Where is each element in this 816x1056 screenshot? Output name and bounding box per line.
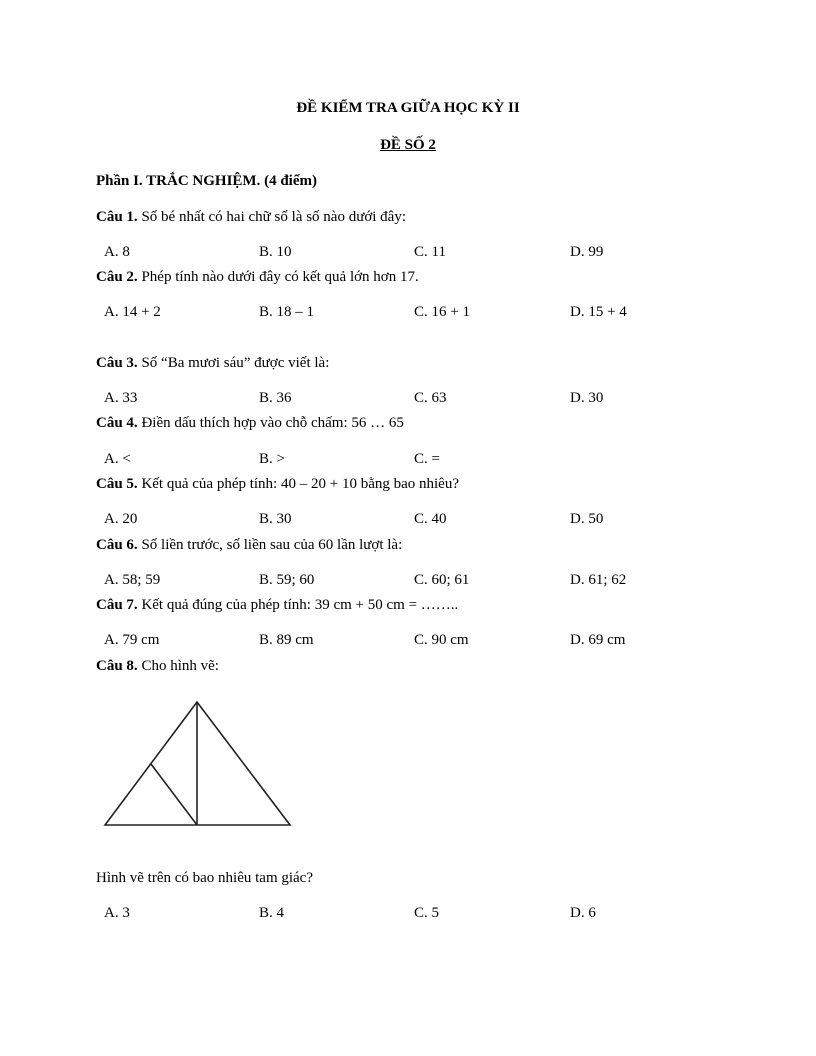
q8-option-d: D. 6	[570, 905, 596, 921]
question-text: Số liền trước, số liền sau của 60 lần lượt là:	[137, 537, 403, 553]
question-text: Điền dấu thích hợp vào chỗ chấm: 56 … 65	[137, 415, 404, 431]
q3-option-c: C. 63	[414, 390, 447, 406]
question-8	[96, 657, 219, 675]
q5-option-d: D. 50	[570, 511, 604, 527]
q4-option-a: A. <	[104, 451, 131, 467]
q8-option-c: C. 5	[414, 905, 440, 921]
question-label: Câu 7.	[96, 597, 138, 613]
q1-option-c: C. 11	[414, 244, 446, 260]
question-label: Câu 1.	[96, 209, 138, 225]
q6-option-a: A. 58; 59	[104, 572, 161, 588]
question-label: Câu 5.	[96, 476, 138, 492]
question-4	[96, 414, 404, 432]
q7-option-a: A. 79 cm	[104, 632, 160, 648]
q3-option-a: A. 33	[104, 390, 138, 406]
q2-option-a: A. 14 + 2	[104, 304, 161, 320]
exam-title: ĐỀ KIỂM TRA GIỮA HỌC KỲ II	[296, 100, 520, 116]
q8-option-b: B. 4	[259, 905, 285, 921]
question-5	[96, 475, 459, 493]
question-label: Câu 2.	[96, 269, 138, 285]
question-text: Kết quả đúng của phép tính: 39 cm + 50 cm = ……..	[137, 597, 459, 613]
q1-option-d: D. 99	[570, 244, 604, 260]
question-7	[96, 596, 458, 614]
question-1	[96, 208, 406, 226]
q6-option-d: D. 61; 62	[570, 572, 627, 588]
question-8-followup: Hình vẽ trên có bao nhiêu tam giác?	[96, 870, 314, 886]
question-label: Câu 6.	[96, 537, 138, 553]
question-label: Câu 4.	[96, 415, 138, 431]
section-title: Phần I. TRẮC NGHIỆM. (4 điểm)	[96, 173, 317, 189]
q2-option-d: D. 15 + 4	[570, 304, 627, 320]
q5-option-b: B. 30	[259, 511, 292, 527]
question-label: Câu 3.	[96, 355, 138, 371]
q6-option-c: C. 60; 61	[414, 572, 470, 588]
exam-subtitle: ĐỀ SỐ 2	[380, 137, 436, 153]
question-text: Phép tính nào dưới đây có kết quả lớn hơn 17.	[137, 269, 419, 285]
triangle-figure	[100, 698, 295, 830]
q5-option-c: C. 40	[414, 511, 447, 527]
question-text: Số “Ba mươi sáu” được viết là:	[137, 355, 330, 371]
inner-segment	[151, 764, 197, 825]
question-3	[96, 354, 329, 372]
q4-option-b: B. >	[259, 451, 285, 467]
question-text: Cho hình vẽ:	[137, 658, 219, 674]
q1-option-b: B. 10	[259, 244, 292, 260]
q7-option-c: C. 90 cm	[414, 632, 469, 648]
q6-option-b: B. 59; 60	[259, 572, 315, 588]
question-text: Kết quả của phép tính: 40 – 20 + 10 bằng bao nhiêu?	[137, 476, 459, 492]
q2-option-b: B. 18 – 1	[259, 304, 315, 320]
question-text: Số bé nhất có hai chữ số là số nào dưới đây:	[137, 209, 406, 225]
question-label: Câu 8.	[96, 658, 138, 674]
q4-option-c: C. =	[414, 451, 440, 467]
question-2	[96, 268, 419, 286]
q7-option-d: D. 69 cm	[570, 632, 626, 648]
question-6	[96, 536, 402, 554]
q8-option-a: A. 3	[104, 905, 130, 921]
q3-option-b: B. 36	[259, 390, 292, 406]
q1-option-a: A. 8	[104, 244, 130, 260]
q2-option-c: C. 16 + 1	[414, 304, 470, 320]
q5-option-a: A. 20	[104, 511, 138, 527]
q3-option-d: D. 30	[570, 390, 604, 406]
q7-option-b: B. 89 cm	[259, 632, 314, 648]
